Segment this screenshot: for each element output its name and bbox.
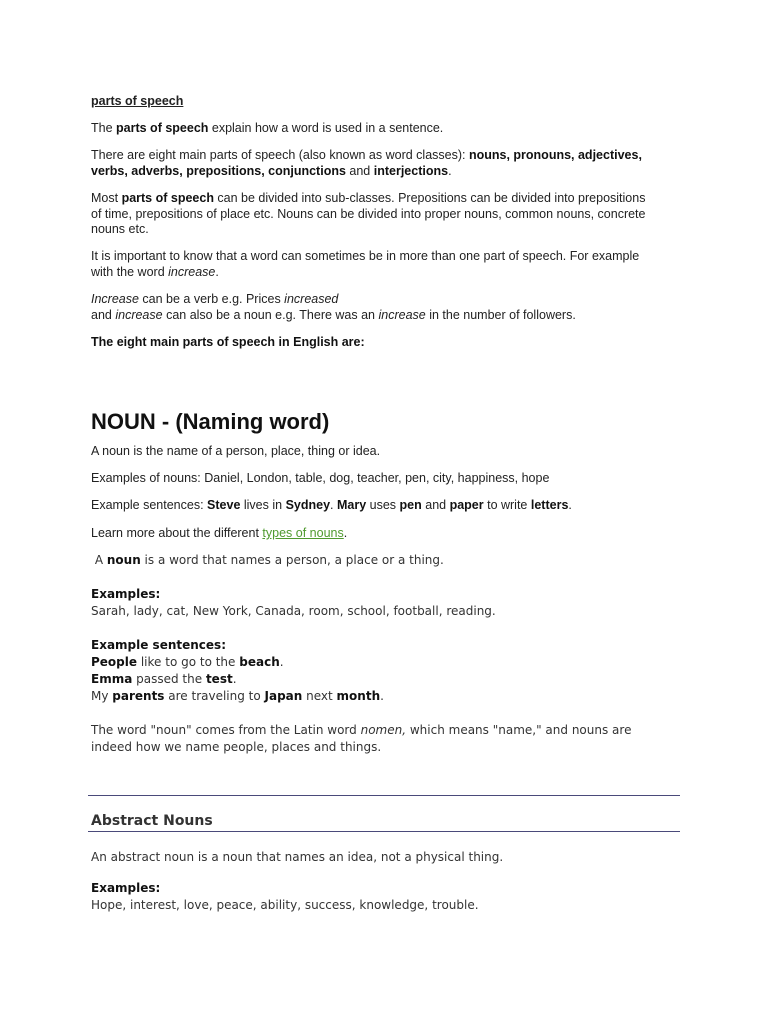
types-of-nouns-link[interactable]: types of nouns xyxy=(262,526,344,540)
noun-examples: Examples of nouns: Daniel, London, table, dog, teacher, pen, city, happiness, hope xyxy=(91,471,550,485)
learn-more-paragraph: Learn more about the different types of nouns. xyxy=(91,526,348,540)
section-title: parts of speech xyxy=(91,94,184,108)
paragraph-eight-parts: There are eight main parts of speech (also known as word classes): nouns, pronouns, adjectives, verbs, adverbs, prepositions, conjunctions and interjections. xyxy=(91,148,642,178)
noun-word-definition: A noun is a word that names a person, a place or a thing. xyxy=(94,553,444,567)
abstract-nouns-heading: Abstract Nouns xyxy=(91,813,213,829)
paragraph-eight-heading: The eight main parts of speech in English are: xyxy=(91,335,365,349)
noun-examples-block: Examples: Sarah, lady, cat, New York, Canada, room, school, football, reading. xyxy=(91,587,496,618)
noun-example-sentences: Example sentences: Steve lives in Sydney. Mary uses pen and paper to write letters. xyxy=(91,498,572,512)
noun-heading: NOUN - (Naming word) xyxy=(91,409,330,434)
example-sentences-block: Example sentences: People like to go to the beach. Emma passed the test. My parents are traveling to Japan next month. xyxy=(91,638,384,703)
abstract-examples-block: Examples: Hope, interest, love, peace, ability, success, knowledge, trouble. xyxy=(91,881,479,912)
noun-definition: A noun is the name of a person, place, thing or idea. xyxy=(91,444,381,458)
noun-etymology: The word "noun" comes from the Latin word nomen, which means "name," and nouns are indeed how we name people, places and things. xyxy=(91,723,632,754)
paragraph-subclasses: Most parts of speech can be divided into sub-classes. Prepositions can be divided into prepositions of time, prepositions of place etc. Nouns can be divided into proper nouns, common nouns, concrete nouns etc. xyxy=(91,191,646,236)
abstract-noun-definition: An abstract noun is a noun that names an idea, not a physical thing. xyxy=(91,850,504,864)
divider-top xyxy=(88,795,680,796)
paragraph-multiple-parts: It is important to know that a word can sometimes be in more than one part of speech. For example with the word increase. xyxy=(91,249,640,279)
divider-bottom xyxy=(88,831,680,832)
paragraph-intro: The parts of speech explain how a word is used in a sentence. xyxy=(91,121,444,135)
paragraph-increase-example: Increase can be a verb e.g. Prices increased and increase can also be a noun e.g. There was an increase in the number of followers. xyxy=(91,292,576,322)
